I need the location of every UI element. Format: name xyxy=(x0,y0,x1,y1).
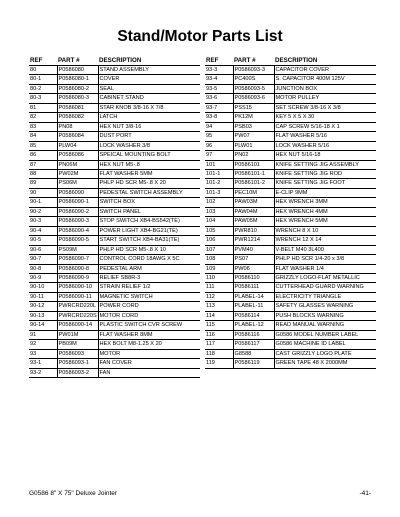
part-number-cell: PC400S xyxy=(233,75,274,84)
ref-cell: 90-1 xyxy=(29,198,57,207)
description-cell: PHLP HD SCR M5-.8 X 10 xyxy=(98,245,200,254)
ref-cell: 93-4 xyxy=(205,75,233,84)
description-cell: S. CAPACITOR 400M 125V xyxy=(274,75,376,84)
part-number-cell: PEC10M xyxy=(233,188,274,197)
ref-cell: 80-1 xyxy=(29,75,57,84)
ref-cell: 101-3 xyxy=(205,188,233,197)
ref-cell: 101-1 xyxy=(205,169,233,178)
table-row xyxy=(29,292,200,301)
part-number-cell: PLABEL-11 xyxy=(233,302,274,311)
description-cell: STAR KNOB 3/8-16 X 7/8 xyxy=(98,103,200,112)
part-number-cell: P0586101 xyxy=(233,160,274,169)
part-number-cell: PAW04M xyxy=(233,207,274,216)
description-cell: E-CLIP 9MM xyxy=(274,188,376,197)
table-row xyxy=(205,340,376,349)
ref-cell: 93-1 xyxy=(29,359,57,368)
description-header: DESCRIPTION xyxy=(274,56,376,66)
parts-table-right xyxy=(205,56,376,369)
table-row xyxy=(29,207,200,216)
description-cell: CUTTERHEAD GUARD WARNING xyxy=(274,283,376,292)
ref-cell: 93-3 xyxy=(205,66,233,75)
table-row xyxy=(29,264,200,273)
part-number-cell: PN06M xyxy=(57,160,98,169)
part-number-cell: P0586093-6 xyxy=(233,94,274,103)
ref-cell: 93 xyxy=(29,349,57,358)
part-number-cell: P0586093-5 xyxy=(233,84,274,93)
description-cell: WRENCH 8 X 10 xyxy=(274,226,376,235)
part-number-cell: PW07 xyxy=(233,132,274,141)
part-number-cell: PWRCRD220L xyxy=(58,303,97,310)
table-row xyxy=(205,349,376,358)
description-cell: CONTROL CORD 18AWG X 5C xyxy=(98,255,200,264)
description-cell: RELIEF SB8R-3 xyxy=(98,273,200,282)
ref-cell: 108 xyxy=(205,255,233,264)
part-number-cell: P0586093-1 xyxy=(57,359,98,368)
table-row xyxy=(205,359,376,368)
table-row xyxy=(29,330,200,339)
ref-cell: 106 xyxy=(205,236,233,245)
description-cell: ELECTRICITY TRIANGLE xyxy=(274,292,376,301)
part-number-cell: P0586090-1 xyxy=(57,198,98,207)
part-number-cell: P0586093-3 xyxy=(233,66,274,75)
description-cell: FLAT WASHER 5MM xyxy=(98,169,200,178)
part-number-cell: P0586086 xyxy=(57,151,98,160)
ref-cell: 83 xyxy=(29,122,57,131)
ref-cell: 116 xyxy=(205,330,233,339)
table-row xyxy=(205,236,376,245)
table-row xyxy=(29,255,200,264)
part-number-cell: P0586090-10 xyxy=(57,283,98,292)
ref-cell: 80 xyxy=(29,66,57,75)
description-header: DESCRIPTION xyxy=(98,56,200,66)
table-row xyxy=(29,132,200,141)
part-number-cell: P0586101-2 xyxy=(233,179,274,188)
table-row xyxy=(205,255,376,264)
part-number-cell: PN02 xyxy=(233,151,274,160)
ref-cell: 104 xyxy=(205,217,233,226)
table-row xyxy=(205,302,376,311)
table-row xyxy=(205,113,376,122)
ref-cell: 80-3 xyxy=(29,94,57,103)
description-cell: HEX WRENCH 4MM xyxy=(274,207,376,216)
part-number-cell: PWR1214 xyxy=(233,236,274,245)
description-cell: POWER CORD xyxy=(98,302,200,311)
part-number-cell: PW01M xyxy=(57,330,98,339)
table-row xyxy=(29,236,200,245)
table-row xyxy=(205,141,376,150)
ref-cell: 80-2 xyxy=(29,84,57,93)
table-row xyxy=(29,321,200,330)
ref-cell: 109 xyxy=(205,264,233,273)
table-row xyxy=(29,245,200,254)
ref-cell: 93-6 xyxy=(205,94,233,103)
part-header: PART # xyxy=(57,56,98,66)
description-cell: PHLP HD SCR 1/4-20 x 3/8 xyxy=(274,255,376,264)
description-cell: SWITCH BOX xyxy=(98,198,200,207)
part-number-cell: PB09M xyxy=(57,340,98,349)
description-cell: CABINET STAND xyxy=(98,94,200,103)
part-number-cell: P0586093 xyxy=(57,349,98,358)
ref-header: REF xyxy=(29,56,57,66)
ref-cell: 101 xyxy=(205,160,233,169)
description-cell: GRIZZLY LOGO-FLAT METALLIC xyxy=(274,273,376,282)
table-row xyxy=(29,94,200,103)
table-row xyxy=(205,151,376,160)
table-row xyxy=(205,160,376,169)
description-cell: HEX WRENCH 3MM xyxy=(274,198,376,207)
part-number-cell: P0586111 xyxy=(233,283,274,292)
ref-cell: 95 xyxy=(205,132,233,141)
table-row xyxy=(29,141,200,150)
part-number-cell: P0586081 xyxy=(57,103,98,112)
part-number-cell: P0586093-2 xyxy=(57,368,98,377)
table-row xyxy=(29,311,200,320)
ref-cell: 84 xyxy=(29,132,57,141)
ref-cell: 90-2 xyxy=(29,207,57,216)
ref-cell: 103 xyxy=(205,207,233,216)
ref-cell: 114 xyxy=(205,311,233,320)
ref-cell: 111 xyxy=(205,283,233,292)
part-number-cell: P0586080 xyxy=(57,66,98,75)
table-row xyxy=(205,292,376,301)
part-number-cell: PS06M xyxy=(57,179,98,188)
part-number-cell: P0586080-2 xyxy=(57,84,98,93)
description-cell: WRENCH 12 X 14 xyxy=(274,236,376,245)
table-row xyxy=(29,179,200,188)
ref-cell: 90-14 xyxy=(29,321,57,330)
table-row xyxy=(29,151,200,160)
ref-cell: 87 xyxy=(29,160,57,169)
table-row xyxy=(205,264,376,273)
part-number-cell: P0586090-2 xyxy=(57,207,98,216)
description-cell: MAGNETIC SWITCH xyxy=(98,292,200,301)
description-cell: G0586 MACHINE ID LABEL xyxy=(274,340,376,349)
description-cell: KEY 5 X 5 X 30 xyxy=(274,113,376,122)
description-cell: STOP SWITCH XB4-BS542(TE) xyxy=(98,217,200,226)
description-cell: KNIFE SETTING JIG ASSEMBLY xyxy=(274,160,376,169)
table-row xyxy=(29,226,200,235)
ref-cell: 112 xyxy=(205,292,233,301)
ref-cell: 105 xyxy=(205,226,233,235)
ref-cell: 90-10 xyxy=(29,283,57,292)
description-cell: PEDESTAL SWITCH ASSEMBLY xyxy=(98,188,200,197)
ref-cell: 93-2 xyxy=(29,368,57,377)
description-cell: COVER xyxy=(98,75,200,84)
table-row xyxy=(205,132,376,141)
part-number-cell: PLABEL-12 xyxy=(233,321,274,330)
description-cell: FAN COVER xyxy=(98,359,200,368)
part-number-cell: P0586090-8 xyxy=(57,264,98,273)
table-row xyxy=(205,311,376,320)
ref-cell: 119 xyxy=(205,359,233,368)
footer-model: G0586 8" X 75" Deluxe Jointer xyxy=(29,490,118,497)
table-row xyxy=(29,75,200,84)
table-row xyxy=(205,103,376,112)
ref-cell: 91 xyxy=(29,330,57,339)
description-cell: FAN xyxy=(98,368,200,377)
part-number-cell: PVM40 xyxy=(233,245,274,254)
ref-cell: 81 xyxy=(29,103,57,112)
part-number-cell: PLW01 xyxy=(233,141,274,150)
description-cell: CAST GRIZZLY LOGO PLATE xyxy=(274,349,376,358)
table-row xyxy=(29,340,200,349)
table-row xyxy=(29,349,200,358)
ref-cell: 92 xyxy=(29,340,57,349)
description-cell: SPEICAL MOUNTING BOLT xyxy=(98,151,200,160)
table-header-row xyxy=(29,56,200,66)
table-header-row xyxy=(205,56,376,66)
ref-cell: 90-6 xyxy=(29,245,57,254)
table-row xyxy=(29,113,200,122)
ref-cell: 97 xyxy=(205,151,233,160)
ref-cell: 82 xyxy=(29,113,57,122)
table-row xyxy=(205,122,376,131)
table-row xyxy=(29,359,200,368)
part-number-cell: P0586082 xyxy=(57,113,98,122)
description-cell: KNIFE SETTING JIG FOOT xyxy=(274,179,376,188)
ref-cell: 110 xyxy=(205,273,233,282)
part-number-cell: P0586090-4 xyxy=(57,226,98,235)
part-number-cell: PLABEL-14 xyxy=(233,292,274,301)
description-cell: STAND ASSEMBLY xyxy=(98,66,200,75)
part-number-cell: P0586117 xyxy=(233,340,274,349)
part-number-cell: P0586090-7 xyxy=(57,255,98,264)
ref-cell: 96 xyxy=(205,141,233,150)
ref-cell: 107 xyxy=(205,245,233,254)
description-cell: READ MANUAL WARNING xyxy=(274,321,376,330)
ref-cell: 118 xyxy=(205,349,233,358)
table-row xyxy=(29,198,200,207)
description-cell: PHLP HD SCR M5-.8 X 20 xyxy=(98,179,200,188)
ref-header: REF xyxy=(205,56,233,66)
part-number-cell: PN08 xyxy=(57,122,98,131)
description-cell: KNIFE SETTING JIG ROD xyxy=(274,169,376,178)
table-row xyxy=(29,66,200,75)
ref-cell: 90-3 xyxy=(29,217,57,226)
part-number-cell: P0586110 xyxy=(233,273,274,282)
part-number-cell: P0586114 xyxy=(233,311,274,320)
ref-cell: 86 xyxy=(29,151,57,160)
part-number-cell: P0586084 xyxy=(57,132,98,141)
table-row xyxy=(205,273,376,282)
part-number-cell: PAW03M xyxy=(233,198,274,207)
description-cell: JUNCTION BOX xyxy=(274,84,376,93)
table-row xyxy=(205,198,376,207)
ref-cell: 90-7 xyxy=(29,255,57,264)
description-cell: GREEN TAPE 48 X 2000MM xyxy=(274,359,376,368)
table-row xyxy=(29,160,200,169)
part-number-cell: PLW04 xyxy=(57,141,98,150)
table-row xyxy=(205,188,376,197)
ref-cell: 93-7 xyxy=(205,103,233,112)
description-cell: HEX BOLT M8-1.25 X 20 xyxy=(98,340,200,349)
table-row xyxy=(205,226,376,235)
ref-cell: 90-13 xyxy=(29,311,57,320)
description-cell: MOTOR PULLEY xyxy=(274,94,376,103)
description-cell: SEAL xyxy=(98,84,200,93)
description-cell: CAP SCREW 5/16-18 X 1 xyxy=(274,122,376,131)
table-row xyxy=(205,66,376,75)
description-cell: FLAT WASHER 5/16 xyxy=(274,132,376,141)
table-row xyxy=(29,283,200,292)
page-title: Stand/Motor Parts List xyxy=(117,28,283,45)
description-cell: SWITCH PANEL xyxy=(98,207,200,216)
description-cell: START SWITCH XB4-BA31(TE) xyxy=(98,236,200,245)
table-row xyxy=(29,84,200,93)
description-cell: POWER LIGHT XB4-BG21(TE) xyxy=(98,226,200,235)
ref-cell: 90-4 xyxy=(29,226,57,235)
description-cell: SAFETY GLASSES WARNING xyxy=(274,302,376,311)
description-cell: FLAT WASHER 8MM xyxy=(98,330,200,339)
table-row xyxy=(29,169,200,178)
description-cell: STRAIN RELIEF 1/2 xyxy=(98,283,200,292)
part-number-cell: P0586116 xyxy=(233,330,274,339)
description-cell: G0586 MODEL NUMBER LABEL xyxy=(274,330,376,339)
part-number-cell: P0586080-1 xyxy=(57,75,98,84)
description-cell: DUST PORT xyxy=(98,132,200,141)
part-number-cell: P0586090-14 xyxy=(57,321,98,330)
part-number-cell: P0586101-1 xyxy=(233,169,274,178)
description-cell: MOTOR CORD xyxy=(98,311,200,320)
ref-cell: 89 xyxy=(29,179,57,188)
ref-cell: 90-12 xyxy=(29,302,57,311)
table-row xyxy=(29,302,200,311)
description-cell: LOCK WASHER 5/16 xyxy=(274,141,376,150)
part-number-cell: PWRCRD220S xyxy=(58,312,97,319)
table-row xyxy=(29,217,200,226)
parts-table-left xyxy=(29,56,200,378)
part-number-cell: PS09M xyxy=(57,245,98,254)
part-number-cell: PAW05M xyxy=(233,217,274,226)
ref-cell: 102 xyxy=(205,198,233,207)
part-number-cell: PW06 xyxy=(233,264,274,273)
description-cell: PLASTIC SWITCH CVR SCREW xyxy=(98,321,200,330)
description-cell: PEDESTAL ARM xyxy=(98,264,200,273)
part-number-cell: PS07 xyxy=(233,255,274,264)
ref-cell: 115 xyxy=(205,321,233,330)
description-cell: HEX NUT 3/8-16 xyxy=(98,122,200,131)
ref-cell: 85 xyxy=(29,141,57,150)
part-number-cell: P0586090 xyxy=(57,188,98,197)
table-row xyxy=(205,75,376,84)
description-cell: SET SCREW 3/8-16 X 3/8 xyxy=(274,103,376,112)
description-cell: HEX NUT 5/16-18 xyxy=(274,151,376,160)
part-number-cell: PW02M xyxy=(57,169,98,178)
table-row xyxy=(29,103,200,112)
table-row xyxy=(29,122,200,131)
ref-cell: 117 xyxy=(205,340,233,349)
table-row xyxy=(205,169,376,178)
ref-cell: 90-5 xyxy=(29,236,57,245)
table-row xyxy=(205,283,376,292)
ref-cell: 88 xyxy=(29,169,57,178)
description-cell: MOTOR xyxy=(98,349,200,358)
table-row xyxy=(29,273,200,282)
ref-cell: 90-11 xyxy=(29,292,57,301)
part-number-cell: PSS15 xyxy=(233,103,274,112)
table-row xyxy=(29,188,200,197)
description-cell: CAPACITOR COVER xyxy=(274,66,376,75)
page-number: -41- xyxy=(359,490,371,497)
part-header: PART # xyxy=(233,56,274,66)
description-cell: LOCK WASHER 3/8 xyxy=(98,141,200,150)
table-row xyxy=(205,330,376,339)
ref-cell: 90-8 xyxy=(29,264,57,273)
ref-cell: 113 xyxy=(205,302,233,311)
part-number-cell: PSB03 xyxy=(233,122,274,131)
part-number-cell: PWR810 xyxy=(233,226,274,235)
ref-cell: 93-8 xyxy=(205,113,233,122)
table-row xyxy=(205,207,376,216)
table-row xyxy=(205,84,376,93)
part-number-cell: PK12M xyxy=(233,113,274,122)
description-cell: LATCH xyxy=(98,113,200,122)
description-cell: HEX NUT M5-.8 xyxy=(98,160,200,169)
ref-cell: 90 xyxy=(29,188,57,197)
description-cell: V-BELT M40 3L400 xyxy=(274,245,376,254)
part-number-cell: P0586080-3 xyxy=(57,94,98,103)
ref-cell: 93-5 xyxy=(205,84,233,93)
table-row xyxy=(205,179,376,188)
ref-cell: 94 xyxy=(205,122,233,131)
part-number-cell: P0586090-9 xyxy=(57,273,98,282)
table-row xyxy=(205,94,376,103)
table-row xyxy=(205,321,376,330)
part-number-cell: P0586090-11 xyxy=(57,292,98,301)
part-number-cell: P0586090-5 xyxy=(57,236,98,245)
part-number-cell: G8588 xyxy=(233,349,274,358)
table-row xyxy=(29,368,200,377)
part-number-cell: P0586090-3 xyxy=(57,217,98,226)
description-cell: FLAT WASHER 1/4 xyxy=(274,264,376,273)
description-cell: PUSH BLOCKS WARNING xyxy=(274,311,376,320)
description-cell: HEX WRENCH 5MM xyxy=(274,217,376,226)
ref-cell: 101-2 xyxy=(205,179,233,188)
table-row xyxy=(205,217,376,226)
table-row xyxy=(205,245,376,254)
ref-cell: 90-9 xyxy=(29,273,57,282)
part-number-cell: P0586119 xyxy=(233,359,274,368)
